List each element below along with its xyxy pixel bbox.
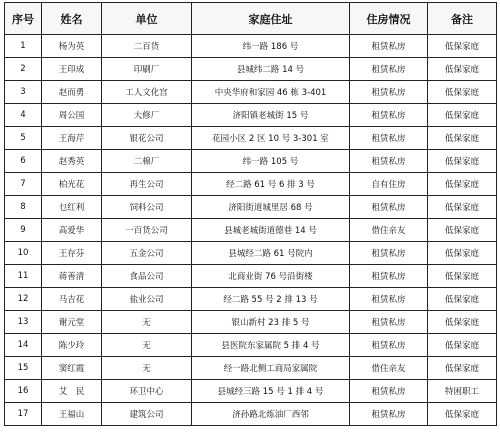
cell-remark: 低保家庭 [428, 35, 497, 58]
header-remark: 备注 [428, 3, 497, 35]
cell-employer: 建筑公司 [102, 403, 192, 426]
cell-index: 10 [5, 242, 42, 265]
cell-index: 11 [5, 265, 42, 288]
cell-index: 14 [5, 334, 42, 357]
table-row [5, 35, 497, 58]
cell-address: 县城纬二路 14 号 [192, 58, 350, 81]
cell-remark: 低保家庭 [428, 288, 497, 311]
cell-address: 纬一路 186 号 [192, 35, 350, 58]
header-housing: 住房情况 [350, 3, 428, 35]
cell-housing: 租赁私房 [350, 265, 428, 288]
table-row [5, 403, 497, 426]
cell-employer: 饲料公司 [102, 196, 192, 219]
cell-index: 12 [5, 288, 42, 311]
table-row [5, 334, 497, 357]
cell-address: 县城经二路 61 号院内 [192, 242, 350, 265]
table-row [5, 219, 497, 242]
table-row [5, 196, 497, 219]
cell-name: 柏光花 [42, 173, 102, 196]
cell-index: 6 [5, 150, 42, 173]
cell-employer: 银花公司 [102, 127, 192, 150]
cell-index: 4 [5, 104, 42, 127]
cell-employer: 无 [102, 334, 192, 357]
cell-remark: 低保家庭 [428, 219, 497, 242]
table-row [5, 380, 497, 403]
cell-housing: 租赁私房 [350, 380, 428, 403]
cell-remark: 低保家庭 [428, 81, 497, 104]
cell-remark: 低保家庭 [428, 104, 497, 127]
cell-employer: 五金公司 [102, 242, 192, 265]
cell-remark: 特困职工 [428, 380, 497, 403]
cell-address: 济阳镇老城街 15 号 [192, 104, 350, 127]
table-container [4, 2, 496, 431]
cell-address: 县城老城街道德巷 14 号 [192, 219, 350, 242]
cell-address: 花园小区 2 区 10 号 3-301 室 [192, 127, 350, 150]
cell-address: 济孙路北炼油厂西邻 [192, 403, 350, 426]
cell-name: 王印成 [42, 58, 102, 81]
cell-index: 13 [5, 311, 42, 334]
cell-housing: 租赁私房 [350, 403, 428, 426]
cell-employer: 工人文化宫 [102, 81, 192, 104]
cell-remark: 低保家庭 [428, 150, 497, 173]
cell-housing: 租赁私房 [350, 81, 428, 104]
cell-employer: 二棉厂 [102, 150, 192, 173]
cell-employer: 大修厂 [102, 104, 192, 127]
cell-housing: 租赁私房 [350, 58, 428, 81]
cell-address: 经一路北侧工商局家属院 [192, 357, 350, 380]
header-index: 序号 [5, 3, 42, 35]
cell-name: 乜红利 [42, 196, 102, 219]
cell-name: 艾 民 [42, 380, 102, 403]
cell-index: 8 [5, 196, 42, 219]
cell-housing: 租赁私房 [350, 242, 428, 265]
cell-remark: 低保家庭 [428, 127, 497, 150]
cell-employer: 一百货公司 [102, 219, 192, 242]
cell-remark: 低保家庭 [428, 265, 497, 288]
table-row [5, 288, 497, 311]
cell-address: 县医院东家属院 5 排 4 号 [192, 334, 350, 357]
cell-housing: 租赁私房 [350, 150, 428, 173]
cell-address: 银山新村 23 排 5 号 [192, 311, 350, 334]
cell-name: 窦红霞 [42, 357, 102, 380]
header-name: 姓名 [42, 3, 102, 35]
cell-remark: 低保家庭 [428, 403, 497, 426]
cell-housing: 借住亲友 [350, 219, 428, 242]
cell-name: 谢元堂 [42, 311, 102, 334]
cell-index: 2 [5, 58, 42, 81]
cell-name: 赵而勇 [42, 81, 102, 104]
cell-housing: 借住亲友 [350, 357, 428, 380]
cell-housing: 租赁私房 [350, 104, 428, 127]
table-row [5, 81, 497, 104]
cell-employer: 盐业公司 [102, 288, 192, 311]
cell-name: 蒋善清 [42, 265, 102, 288]
cell-employer: 无 [102, 311, 192, 334]
cell-index: 16 [5, 380, 42, 403]
table-row [5, 104, 497, 127]
cell-index: 1 [5, 35, 42, 58]
cell-employer: 二百货 [102, 35, 192, 58]
cell-housing: 自有住房 [350, 173, 428, 196]
cell-name: 王福山 [42, 403, 102, 426]
cell-index: 17 [5, 403, 42, 426]
table-body [5, 35, 497, 426]
cell-remark: 低保家庭 [428, 334, 497, 357]
cell-employer: 无 [102, 357, 192, 380]
table-row [5, 58, 497, 81]
cell-housing: 租赁私房 [350, 334, 428, 357]
cell-name: 王海芹 [42, 127, 102, 150]
header-employer: 单位 [102, 3, 192, 35]
header-address: 家庭住址 [192, 3, 350, 35]
housing-list-table [4, 2, 497, 426]
table-row [5, 173, 497, 196]
cell-housing: 租赁私房 [350, 288, 428, 311]
cell-name: 杨为英 [42, 35, 102, 58]
cell-index: 7 [5, 173, 42, 196]
cell-remark: 低保家庭 [428, 196, 497, 219]
cell-remark: 低保家庭 [428, 173, 497, 196]
cell-address: 中央华府和家园 46 栋 3-401 [192, 81, 350, 104]
cell-remark: 低保家庭 [428, 242, 497, 265]
header-row [5, 3, 497, 35]
cell-housing: 租赁私房 [350, 127, 428, 150]
table-row [5, 127, 497, 150]
cell-employer: 食品公司 [102, 265, 192, 288]
cell-name: 王存芬 [42, 242, 102, 265]
cell-address: 县城经三路 15 号 1 排 4 号 [192, 380, 350, 403]
cell-name: 陈少玲 [42, 334, 102, 357]
cell-name: 高爱华 [42, 219, 102, 242]
cell-index: 9 [5, 219, 42, 242]
table-row [5, 265, 497, 288]
table-row [5, 311, 497, 334]
cell-address: 北商业街 76 号沿街楼 [192, 265, 350, 288]
cell-remark: 低保家庭 [428, 311, 497, 334]
cell-address: 经二路 61 号 6 排 3 号 [192, 173, 350, 196]
cell-address: 纬一路 105 号 [192, 150, 350, 173]
cell-index: 15 [5, 357, 42, 380]
cell-housing: 租赁私房 [350, 196, 428, 219]
cell-employer: 再生公司 [102, 173, 192, 196]
cell-remark: 低保家庭 [428, 357, 497, 380]
cell-index: 5 [5, 127, 42, 150]
cell-address: 经二路 55 号 2 排 13 号 [192, 288, 350, 311]
table-row [5, 357, 497, 380]
cell-employer: 环卫中心 [102, 380, 192, 403]
cell-housing: 租赁私房 [350, 35, 428, 58]
cell-index: 3 [5, 81, 42, 104]
cell-name: 赵秀英 [42, 150, 102, 173]
table-row [5, 242, 497, 265]
cell-employer: 印刷厂 [102, 58, 192, 81]
cell-address: 济阳街道城里居 68 号 [192, 196, 350, 219]
cell-name: 周公国 [42, 104, 102, 127]
cell-housing: 租赁私房 [350, 311, 428, 334]
table-row [5, 150, 497, 173]
cell-name: 马吉花 [42, 288, 102, 311]
cell-remark: 低保家庭 [428, 58, 497, 81]
